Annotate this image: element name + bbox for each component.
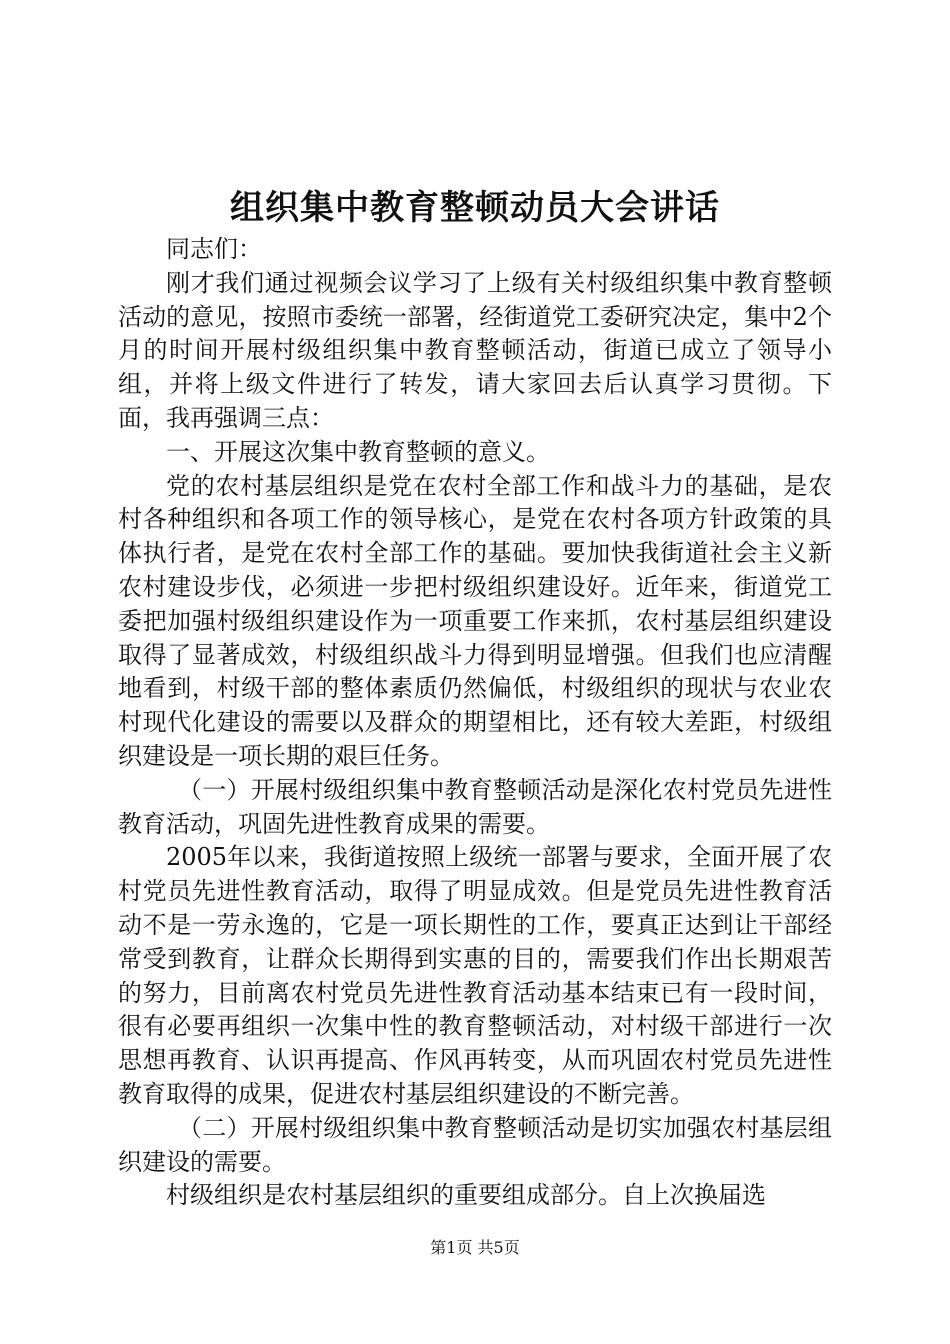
document-body: [118, 233, 832, 1213]
salutation: 同志们：: [166, 235, 262, 263]
paragraph-advanced-education: 2005年以来，我街道按照上级统一部署与要求，全面开展了农村党员先进性教育活动，取得了明显成效。但是党员先进性教育活动不是一劳永逸的，它是一项长期性的工作，要真正达到让干部经常受到教育，让群众长期得到实惠的目的，需要我们作出长期艰苦的努力，目前离农村党员先进性教育活动基本结束已有一段时间，很有必要再组织一次集中性的教育整顿活动，对村级干部进行一次思想再教育、认识再提高、作风再转变，从而巩固农村党员先进性教育取得的成果，促进农村基层组织建设的不断完善。: [118, 843, 832, 1108]
paragraph-intro: 刚才我们通过视频会议学习了上级有关村级组织集中教育整顿活动的意见，按照市委统一部署，经街道党工委研究决定，集中2个月的时间开展村级组织集中教育整顿活动，街道已成立了领导小组，并将上级文件进行了转发，请大家回去后认真学习贯彻。下面，我再强调三点：: [118, 268, 832, 432]
subsection-heading-2: （二）开展村级组织集中教育整顿活动是切实加强农村基层组织建设的需要。: [118, 1113, 832, 1176]
subsection-heading-1: （一）开展村级组织集中教育整顿活动是深化农村党员先进性教育活动，巩固先进性教育成果的需要。: [118, 775, 832, 838]
paragraph-significance: 党的农村基层组织是党在农村全部工作和战斗力的基础，是农村各种组织和各项工作的领导核心，是党在农村各项方针政策的具体执行者，是党在农村全部工作的基础。要加快我街道社会主义新农村建设步伐，必须进一步把村级组织建设好。近年来，街道党工委把加强村级组织建设作为一项重要工作来抓，农村基层组织建设取得了显著成效，村级组织战斗力得到明显增强。但我们也应清醒地看到，村级干部的整体素质仍然偏低，村级组织的现状与农业农村现代化建设的需要以及群众的期望相比，还有较大差距，村级组织建设是一项长期的艰巨任务。: [118, 471, 832, 770]
document-title: 组织集中教育整顿动员大会讲话: [230, 188, 720, 228]
page-footer: 第1页 共5页: [430, 1238, 520, 1257]
section-heading-1: 一、开展这次集中教育整顿的意义。: [166, 437, 550, 466]
paragraph-village-organization: 村级组织是农村基层组织的重要组成部分。自上次换届选: [166, 1181, 766, 1210]
